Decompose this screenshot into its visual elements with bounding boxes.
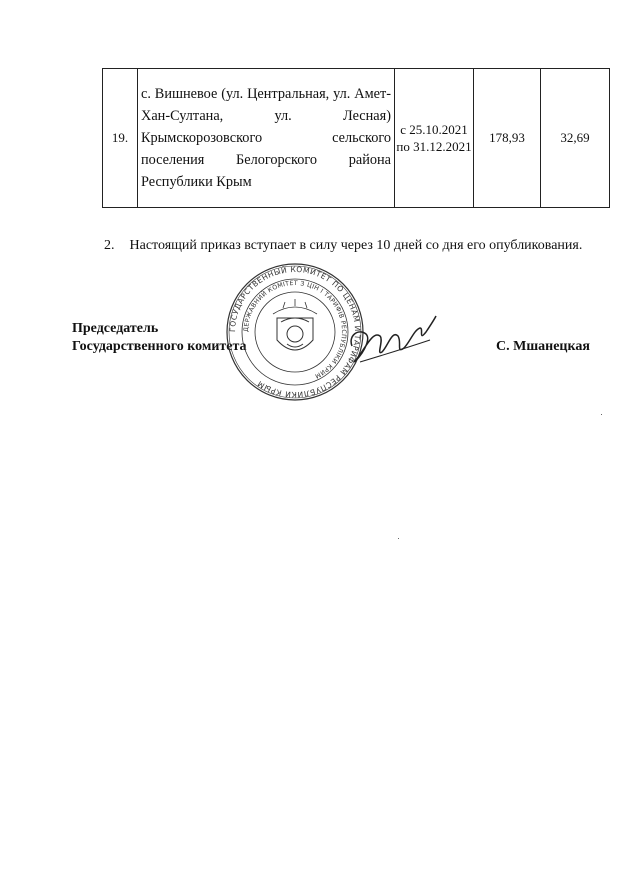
scan-speck bbox=[398, 538, 399, 539]
seal-outer-text: ГОСУДАРСТВЕННЫЙ КОМИТЕТ ПО ЦЕНАМ И ТАРИФАМ РЕСПУБЛИКИ КРЫМ bbox=[227, 264, 363, 400]
signatory-position-line2: Государственного комитета bbox=[72, 339, 247, 354]
scan-speck bbox=[601, 414, 602, 415]
table-row bbox=[103, 69, 610, 208]
row-date-from: с 25.10.2021 bbox=[400, 122, 468, 137]
seal-inner-text: ДЕРЖАВНИЙ КОМІТЕТ З ЦІН І ТАРИФІВ РЕСПУБЛІКИ КРИМ bbox=[242, 279, 348, 380]
row-period-cell bbox=[395, 69, 474, 208]
row-value-1: 178,93 bbox=[474, 69, 541, 208]
clause-number: 2. bbox=[104, 238, 115, 253]
clause-text: Настоящий приказ вступает в силу через 10 дней со дня его опубликования. bbox=[129, 238, 583, 253]
row-number: 19. bbox=[103, 69, 138, 208]
coat-of-arms-icon bbox=[273, 299, 317, 350]
clause-paragraph bbox=[104, 238, 624, 254]
signatory-position bbox=[72, 320, 247, 356]
row-settlement-name: с. Вишневое (ул. Центральная, ул. Амет-Хан-Султана, ул. Лесная) Крымскорозовского сельского поселения Белогорского района Республики Крым bbox=[141, 86, 391, 190]
row-settlement-cell bbox=[138, 69, 395, 208]
signatory-position-line1: Председатель bbox=[72, 321, 159, 336]
svg-text:ДЕРЖАВНИЙ КОМІТЕТ З ЦІН І ТАРИ bbox=[243, 280, 347, 379]
signatory-name: С. Мшанецкая bbox=[496, 339, 590, 354]
tariff-table bbox=[102, 68, 610, 208]
row-date-to: по 31.12.2021 bbox=[396, 139, 472, 154]
row-value-2: 32,69 bbox=[541, 69, 610, 208]
handwritten-signature bbox=[340, 300, 440, 380]
